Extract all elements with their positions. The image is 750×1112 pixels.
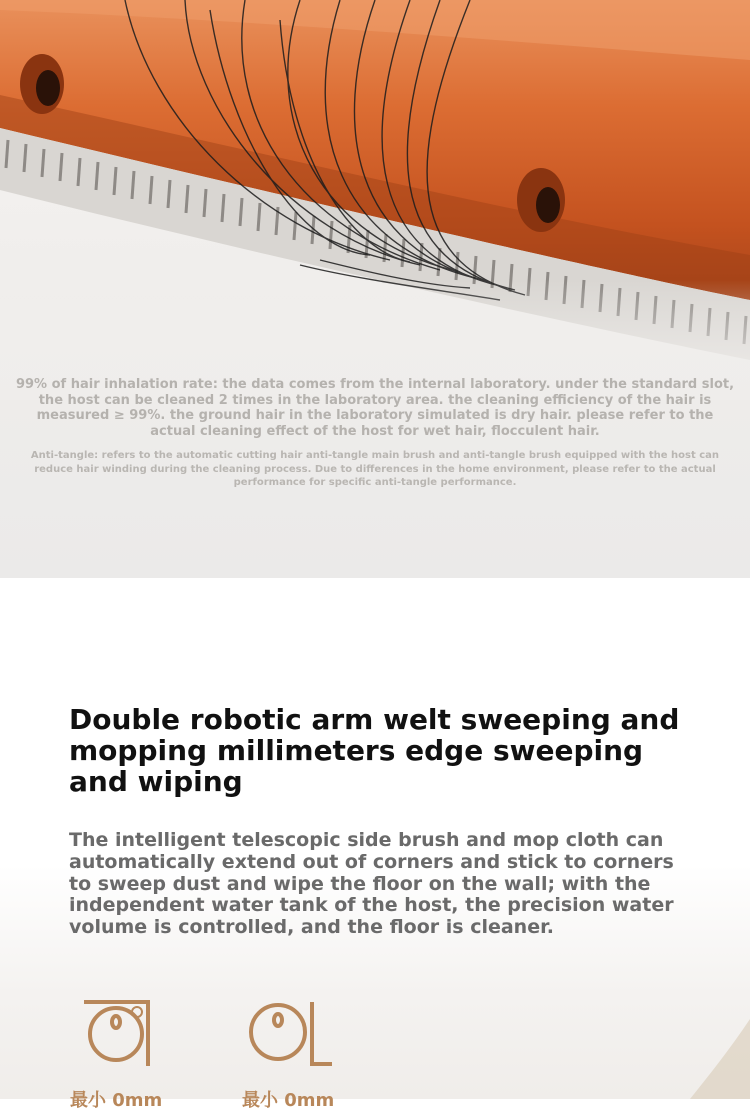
icon-label-corner: 最小 0mm bbox=[70, 1090, 163, 1111]
robot-edge-mop-icon bbox=[248, 998, 334, 1068]
hair-inhalation-note: 99% of hair inhalation rate: the data comes from the internal laboratory. under the standard slot, the host can be cleaned 2 times in the laboratory area. the cleaning efficiency of the hair is measured ≥ 99%. the ground hair in the laboratory simulated is dry hair. please refer to the actual cleaning effect of the host for wet hair, flocculent hair. bbox=[15, 377, 735, 439]
feature-section bbox=[0, 578, 750, 1111]
icon-label-edge: 最小 0mm bbox=[242, 1090, 335, 1111]
feature-title: Double robotic arm welt sweeping and mopping millimeters edge sweeping and wiping bbox=[69, 703, 680, 798]
feature-description: The intelligent telescopic side brush and mop cloth can automatically extend out of corners and stick to corners to sweep dust and wipe the floor on the wall; with the independent water tank of the host, the precision water volume is controlled, and the floor is cleaner. bbox=[69, 829, 674, 939]
anti-tangle-note: Anti-tangle: refers to the automatic cutting hair anti-tangle main brush and anti-tangle brush equipped with the host can reduce hair winding during the cleaning process. Due to differences in the home environment, please refer to the actual performance for specific anti-tangle performance. bbox=[30, 450, 720, 488]
robot-corner-sweep-icon bbox=[82, 998, 152, 1068]
decorative-swoosh bbox=[690, 1019, 750, 1099]
